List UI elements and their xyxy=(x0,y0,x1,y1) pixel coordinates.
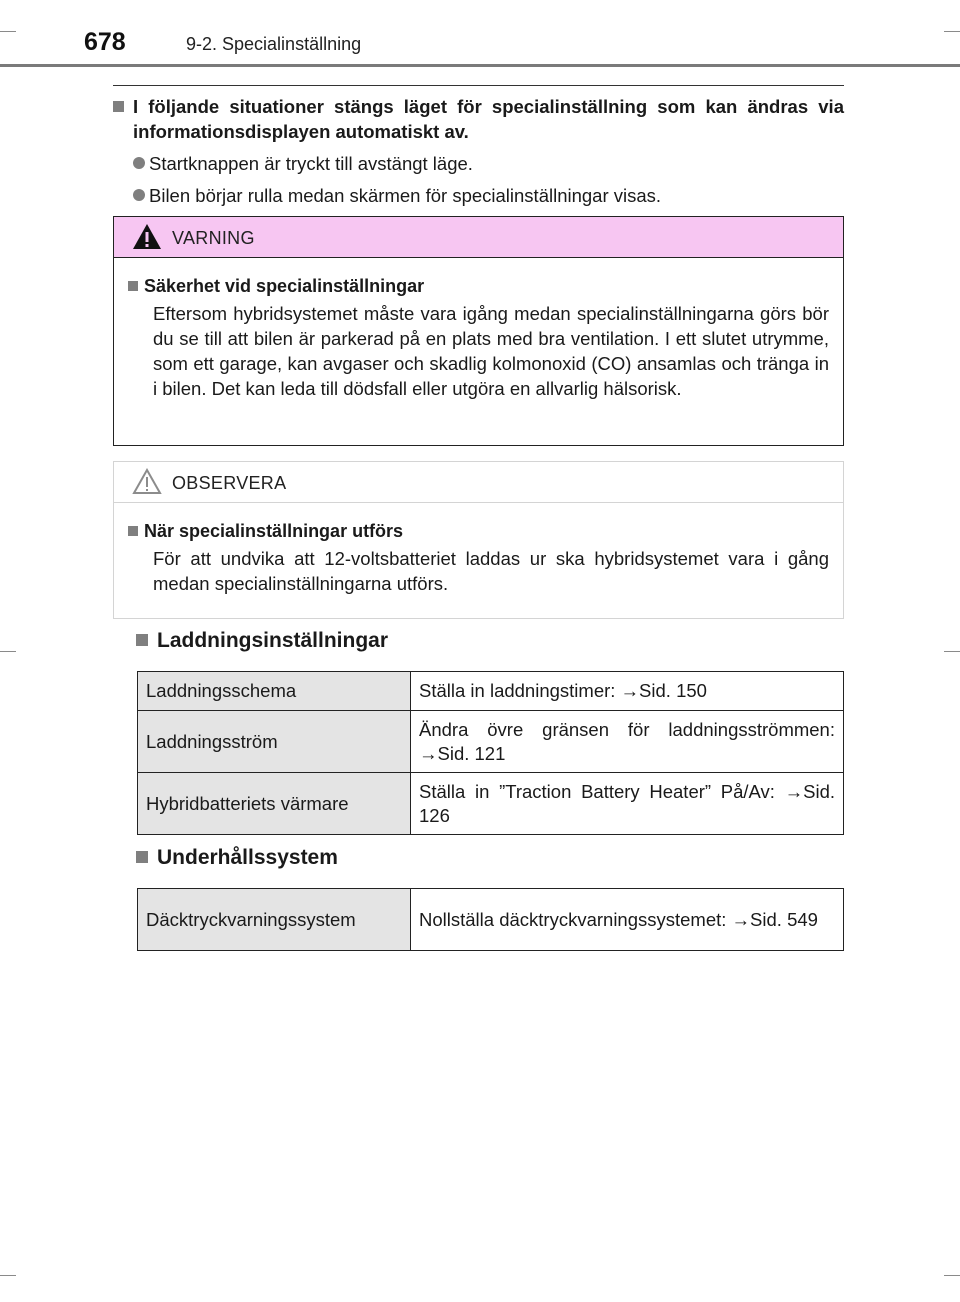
list-item-text: Startknappen är tryckt till avstängt läge. xyxy=(149,153,473,174)
table-row xyxy=(138,773,844,835)
maintenance-table xyxy=(137,888,844,951)
square-bullet-icon xyxy=(136,634,148,646)
warning-body xyxy=(114,258,843,401)
intro-heading-text: I följande situationer stängs läget för specialinställning som kan ändras via informationsdisplayen automatiskt av. xyxy=(133,96,844,142)
notice-header xyxy=(114,462,843,503)
maintenance-heading-text: Underhållssystem xyxy=(157,846,338,869)
notice-box xyxy=(113,461,844,619)
crop-mark xyxy=(944,651,960,652)
warning-box xyxy=(113,216,844,446)
list-item xyxy=(113,183,844,208)
section-divider xyxy=(113,85,844,86)
crop-mark xyxy=(0,1275,16,1276)
table-cell-desc: Nollställa däcktryckvarningssystemet: →Sid. 549 xyxy=(411,889,844,951)
notice-text: För att undvika att 12-voltsbatteriet laddas ur ska hybridsystemet vara i gång medan specialinställningarna utförs. xyxy=(153,548,829,594)
notice-body xyxy=(114,503,843,596)
warning-subheading xyxy=(128,274,829,298)
page-number: 678 xyxy=(84,28,126,56)
table-cell-label: Laddningsschema xyxy=(138,672,411,711)
intro-section xyxy=(113,94,844,208)
chapter-title: 9-2. Specialinställning xyxy=(186,34,362,54)
list-item-text: Bilen börjar rulla medan skärmen för specialinställningar visas. xyxy=(149,185,662,206)
table-row xyxy=(138,711,844,773)
notice-subheading xyxy=(128,519,829,543)
square-bullet-icon xyxy=(113,101,124,112)
crop-mark xyxy=(944,1275,960,1276)
warning-header xyxy=(114,217,843,258)
header-rule xyxy=(0,64,960,67)
table-cell-label: Laddningsström xyxy=(138,711,411,773)
warning-triangle-outline-icon xyxy=(132,468,162,495)
table-cell-desc: Ställa in laddningstimer: →Sid. 150 xyxy=(411,672,844,711)
square-bullet-icon xyxy=(128,526,138,536)
warning-title: VARNING xyxy=(172,228,255,248)
charging-table xyxy=(137,671,844,835)
warning-subheading-text: Säkerhet vid specialinställningar xyxy=(144,276,425,296)
page-header xyxy=(0,0,960,70)
charging-heading-text: Laddningsinställningar xyxy=(157,629,389,652)
round-bullet-icon xyxy=(133,189,145,201)
table-row xyxy=(138,672,844,711)
table-row xyxy=(138,889,844,951)
notice-title: OBSERVERA xyxy=(172,473,287,493)
list-item xyxy=(113,151,844,176)
warning-text: Eftersom hybridsystemet måste vara igång medan specialinställningarna görs bör du se till att bilen är parkerad på en plats med bra ventilation. I ett slutet utrymme, som ett garage, kan avgaser och skadlig kolmonoxid (CO) ansamlas och tränga in i bilen. Det kan leda till dödsfall eller utgöra en allvarlig hälsorisk. xyxy=(153,303,829,399)
table-cell-label: Hybridbatteriets värmare xyxy=(138,773,411,835)
table-cell-label: Däcktryckvarningssystem xyxy=(138,889,411,951)
intro-heading xyxy=(113,94,844,144)
square-bullet-icon xyxy=(128,281,138,291)
crop-mark xyxy=(0,651,16,652)
charging-heading xyxy=(136,629,388,653)
square-bullet-icon xyxy=(136,851,148,863)
table-cell-desc: Ställa in ”Traction Battery Heater” På/Av: →Sid. 126 xyxy=(411,773,844,835)
maintenance-heading xyxy=(136,846,338,870)
notice-subheading-text: När specialinställningar utförs xyxy=(144,521,404,541)
round-bullet-icon xyxy=(133,157,145,169)
warning-triangle-filled-icon xyxy=(132,223,162,250)
table-cell-desc: Ändra övre gränsen för laddningsströmmen: →Sid. 121 xyxy=(411,711,844,773)
